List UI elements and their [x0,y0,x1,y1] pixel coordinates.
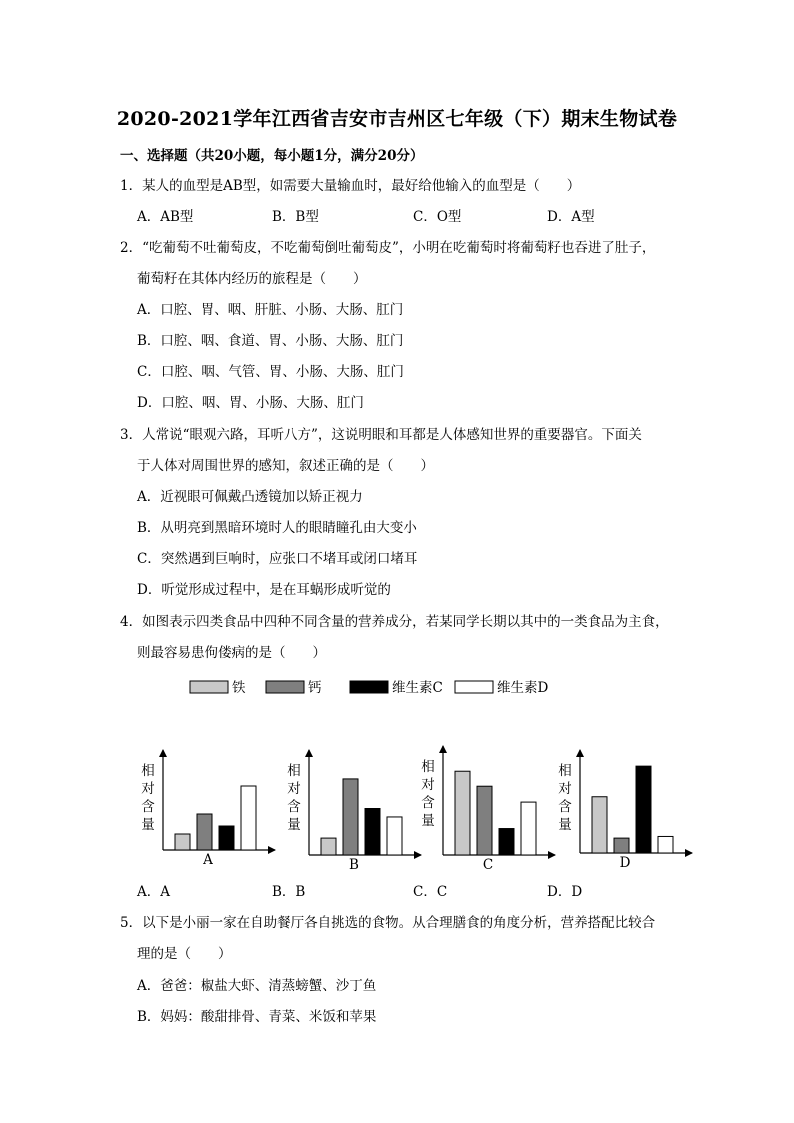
q3-stem-line2: 于人体对周围世界的感知，叙述正确的是（ ） [137,458,434,474]
q2-option-c[interactable]: C．口腔、咽、气管、胃、小肠、大肠、肛门 [137,364,404,380]
y-axis-label-b: 相对含量 [287,763,301,833]
chart-legend [190,679,548,696]
legend-label-2: 钙 [308,680,322,696]
q3-option-b[interactable]: B．从明亮到黑暗环境时人的眼睛瞳孔由大变小 [137,520,417,536]
group-label-b: B [349,857,359,873]
bar-c-3 [499,829,514,855]
y-axis-arrow-d [576,749,584,757]
q1-option-c[interactable]: C．O型 [413,209,462,225]
section-heading: 一、选择题（共20小题，每小题1分，满分20分） [120,148,424,164]
page-title: 2020-2021学年江西省吉安市吉州区七年级（下）期末生物试卷 [116,108,678,130]
legend-swatch-1 [190,681,228,693]
y-axis-label-a: 相对含量 [141,763,155,833]
bar-a-4 [241,786,256,850]
legend-swatch-2 [266,681,304,693]
bar-b-2 [343,779,358,855]
y-axis-label-c: 相对含量 [421,759,435,829]
group-label-c: C [482,857,494,873]
bar-c-1 [455,771,470,855]
legend-label-4: 维生素D [497,680,549,696]
q5-option-a[interactable]: A．爸爸：椒盐大虾、清蒸螃蟹、沙丁鱼 [137,978,377,994]
bar-c-4 [521,802,536,855]
q4-stem-line2: 则最容易患佝偻病的是（ ） [137,645,326,661]
bar-b-4 [387,817,402,855]
nutrient-bar-chart [0,670,794,875]
group-label-a: A [203,852,213,868]
q2-option-b[interactable]: B．口腔、咽、食道、胃、小肠、大肠、肛门 [137,333,404,349]
q2-option-d[interactable]: D．口腔、咽、胃、小肠、大肠、肛门 [137,395,364,411]
q3-option-a[interactable]: A．近视眼可佩戴凸透镜加以矫正视力 [137,489,363,505]
q3-option-d[interactable]: D．听觉形成过程中，是在耳蜗形成听觉的 [137,582,391,598]
legend-label-1: 铁 [232,680,246,696]
q5-stem-line2: 理的是（ ） [137,946,232,962]
q4-option-c[interactable]: C．C [413,884,448,900]
x-axis-arrow-a [268,846,276,854]
q2-stem-line1: 2．“吃葡萄不吐葡萄皮，不吃葡萄倒吐葡萄皮”，小明在吃葡萄时将葡萄籽也吞进了肚子， [120,240,656,256]
legend-label-3: 维生素C [392,680,443,696]
bar-d-4 [658,836,673,853]
bar-c-2 [477,786,492,855]
q4-option-b[interactable]: B．B [272,884,306,900]
y-axis-arrow-c [439,745,447,753]
q5-stem-line1: 5．以下是小丽一家在自助餐厅各自挑选的食物。从合理膳食的角度分析，营养搭配比较合 [120,915,656,931]
q4-option-d[interactable]: D．D [547,884,583,900]
y-axis-label-d: 相对含量 [558,763,572,833]
q2-stem-line2: 葡萄籽在其体内经历的旅程是（ ） [137,271,367,287]
q2-option-a[interactable]: A．口腔、胃、咽、肝脏、小肠、大肠、肛门 [137,302,404,318]
q5-option-b[interactable]: B．妈妈：酸甜排骨、青菜、米饭和苹果 [137,1009,377,1025]
bar-a-2 [197,814,212,850]
group-label-d: D [619,855,631,871]
bar-b-3 [365,809,380,856]
q1-stem: 1．某人的血型是AB型，如需要大量输血时，最好给他输入的血型是（ ） [120,178,581,194]
bar-d-1 [592,797,607,853]
bar-d-3 [636,766,651,853]
q1-option-a[interactable]: A．AB型 [137,209,194,225]
bar-a-3 [219,826,234,850]
legend-swatch-4 [455,681,493,693]
legend-swatch-3 [350,681,388,693]
x-axis-arrow-d [685,849,693,857]
q1-option-d[interactable]: D．A型 [547,209,595,225]
q1-option-b[interactable]: B．B型 [272,209,319,225]
q4-option-a[interactable]: A．A [137,884,170,900]
bar-a-1 [175,834,190,850]
q3-option-c[interactable]: C．突然遇到巨响时，应张口不堵耳或闭口堵耳 [137,551,418,567]
q3-stem-line1: 3．人常说“眼观六路，耳听八方”，这说明眼和耳都是人体感知世界的重要器官。下面关 [120,427,642,443]
bar-b-1 [321,838,336,855]
q4-stem-line1: 4．如图表示四类食品中四种不同含量的营养成分，若某同学长期以其中的一类食品为主食， [120,614,669,630]
y-axis-arrow-b [305,749,313,757]
y-axis-arrow-a [159,749,167,757]
bar-d-2 [614,838,629,853]
x-axis-arrow-c [548,851,556,859]
chart-panels [141,745,693,873]
x-axis-arrow-b [414,851,422,859]
